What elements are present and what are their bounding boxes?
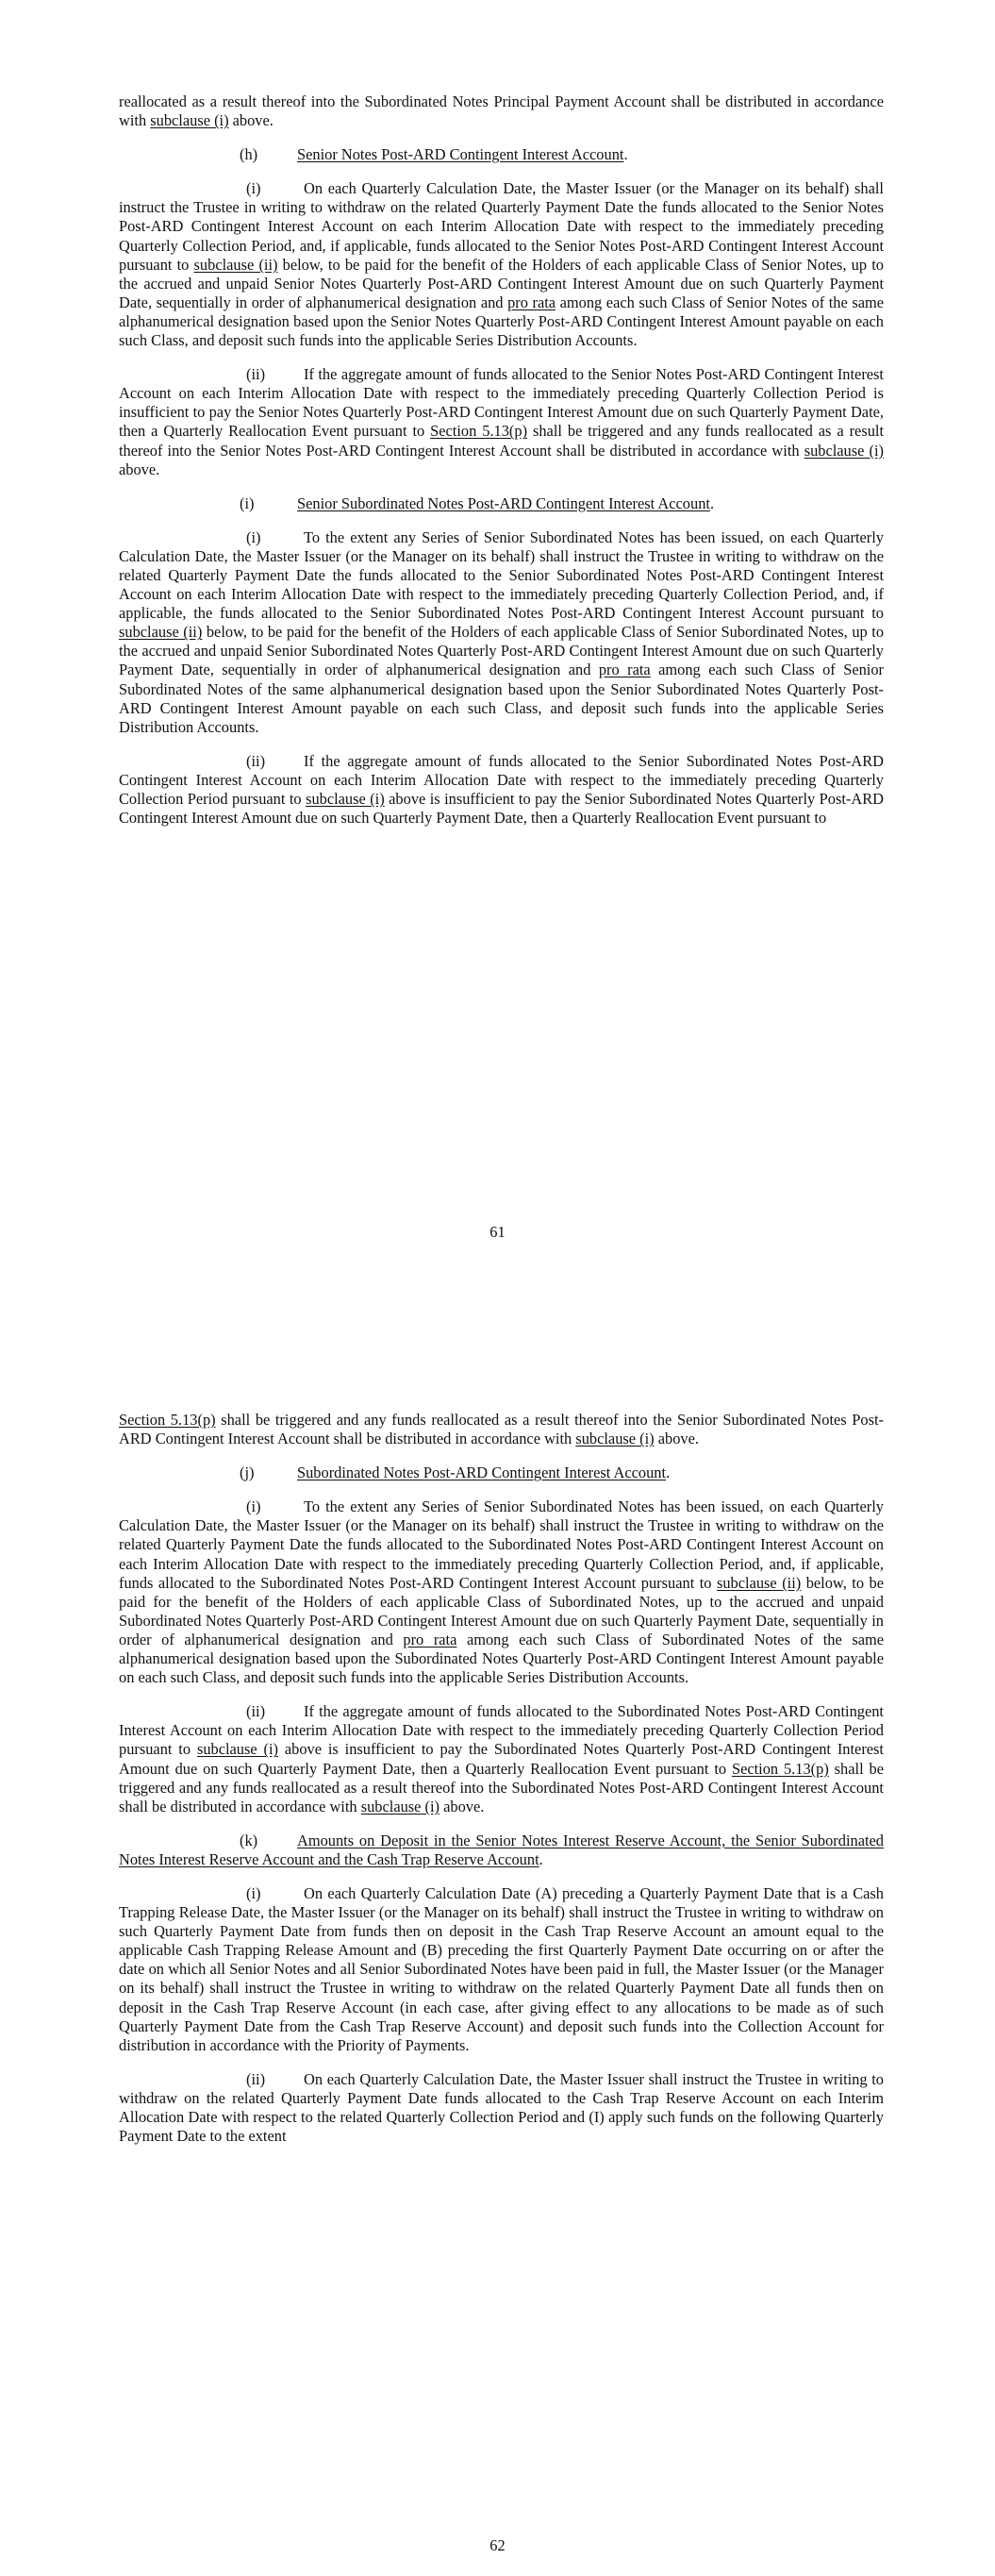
paragraph-text: On each Quarterly Calculation Date, the Master Issuer shall instruct the Trustee in writing to withdraw on the related Quarterly Payment Date funds allocated to the Cash Trap Reserve Account on each Interim Allocation Date with respect to the related Quarterly Collection Period and (I) apply such funds on the following Quarterly Payment Date to the extent xyxy=(119,2069,884,2146)
subclause-number: (ii) xyxy=(246,751,266,770)
cross-reference-link[interactable]: subclause (i) xyxy=(196,1740,278,1759)
section-title: Subordinated Notes Post-ARD Contingent Interest Account xyxy=(297,1464,667,1482)
section-heading-k: (k) Amounts on Deposit in the Senior Notes Interest Reserve Account, the Senior Subordinated Notes Interest Reserve Account and the Cash Trap Reserve Account. xyxy=(119,1831,884,1868)
subclause-number: (i) xyxy=(246,1883,261,1902)
page-number: 61 xyxy=(489,1223,506,1241)
subclause-k-ii xyxy=(119,2070,884,2146)
cross-reference-link[interactable]: Section 5.13(p) xyxy=(119,1411,216,1429)
cross-reference-link[interactable]: Section 5.13(p) xyxy=(430,422,528,441)
paragraph-text: above is insufficient to pay the Senior Subordinated Notes Quarterly Post-ARD Contingent Interest Amount due on such Quarterly Payment Date, then a Quarterly Reallocation Event pursuant to xyxy=(119,790,884,828)
section-label: (j) xyxy=(240,1464,255,1482)
cross-reference-link[interactable]: subclause (ii) xyxy=(119,623,203,642)
subclause-number: (ii) xyxy=(246,365,266,384)
paragraph-text: above. xyxy=(439,1797,485,1815)
paragraph-text: shall be triggered and any funds reallocated as a result thereof into the Senior Subordinated Notes Post-ARD Contingent Interest Account shall be distributed in accordance with xyxy=(119,1411,884,1448)
paragraph-text: above. xyxy=(119,460,160,478)
subclause-i-i xyxy=(119,528,884,737)
cross-reference-link[interactable]: subclause (i) xyxy=(150,111,229,130)
section-heading-i: (i) Senior Subordinated Notes Post-ARD Contingent Interest Account. xyxy=(240,493,715,512)
paragraph-text: To the extent any Series of Senior Subordinated Notes has been issued, on each Quarterly Calculation Date, the Master Issuer (or the Manager on its behalf) shall instruct the Trustee in writing to withdraw on the related Quarterly Payment Date the funds allocated to the Subordinated Notes Post-ARD Contingent Interest Account on each Interim Allocation Date with respect to the immediately preceding Quarterly Collection Period, and, if applicable, funds allocated to the Subordinated Notes Post-ARD Contingent Interest Account pursuant to xyxy=(119,1497,884,1592)
paragraph-text: If the aggregate amount of funds allocated to the Senior Subordinated Notes Post-ARD Contingent Interest Account on each Interim Allocation Date with respect to the immediately preceding Quarterly Collection Period pursuant to xyxy=(119,751,884,808)
subclause-number: (ii) xyxy=(246,2069,266,2088)
section-label: (i) xyxy=(240,493,255,512)
paragraph-text: below, to be paid for the benefit of the Holders of each applicable Class of Senior Subordinated Notes, up to the accrued and unpaid Senior Subordinated Notes Quarterly Post-ARD Contingent Interest Amount due on such Quarterly Payment Date, sequentially in order of alphanumerical designation and xyxy=(119,623,885,679)
cross-reference-link[interactable]: subclause (ii) xyxy=(193,255,278,274)
paragraph-text: above. xyxy=(228,111,274,130)
cross-reference-link[interactable]: subclause (i) xyxy=(306,790,385,808)
subclause-k-i xyxy=(119,1884,884,2055)
cross-reference-link[interactable]: subclause (i) xyxy=(360,1797,440,1815)
cross-reference-link[interactable]: subclause (ii) xyxy=(716,1573,802,1592)
paragraph-text: reallocated as a result thereof into the Subordinated Notes Principal Payment Account shall be distributed in accordance with xyxy=(119,92,884,130)
paragraph-text: To the extent any Series of Senior Subordinated Notes has been issued, on each Quarterly Calculation Date, the Master Issuer (or the Manager on its behalf) shall instruct the Trustee in writing to withdraw on the related Quarterly Payment Date the funds allocated to the Senior Subordinated Notes Post-ARD Contingent Interest Account on each Interim Allocation Date with respect to the immediately preceding Quarterly Collection Period, and, if applicable, the funds allocated to the Senior Subordinated Notes Post-ARD Contingent Interest Account pursuant to xyxy=(119,527,884,623)
subclause-h-ii xyxy=(119,365,884,479)
cross-reference-link[interactable]: subclause (i) xyxy=(804,441,884,460)
section-label: (k) xyxy=(240,1831,258,1849)
page-number: 62 xyxy=(489,2536,506,2554)
continuation-paragraph xyxy=(119,1411,884,1448)
section-heading-h: (h) Senior Notes Post-ARD Contingent Interest Account. xyxy=(240,145,628,164)
subclause-number: (i) xyxy=(246,527,261,546)
section-label: (h) xyxy=(240,145,258,164)
section-heading-j: (j) Subordinated Notes Post-ARD Contingent Interest Account. xyxy=(240,1464,671,1482)
subclause-number: (ii) xyxy=(246,1702,266,1721)
subclause-number: (i) xyxy=(246,179,261,198)
paragraph-text: shall be triggered and any funds reallocated as a result thereof into the Senior Notes Post-ARD Contingent Interest Account shall be distributed in accordance with xyxy=(119,422,885,460)
paragraph-text: below, to be paid for the benefit of the Holders of each applicable Class of Senior Notes, up to the accrued and unpaid Senior Notes Quarterly Post-ARD Contingent Interest Amount due on such Quarterly Payment Date, sequentially in order of alphanumerical designation and xyxy=(119,255,884,311)
subclause-number: (i) xyxy=(246,1497,261,1516)
page-61 xyxy=(119,92,884,843)
subclause-j-ii xyxy=(119,1702,884,1816)
paragraph-text: On each Quarterly Calculation Date (A) preceding a Quarterly Payment Date that is a Cash Trapping Release Date, the Master Issuer (or the Manager on its behalf) shall instruct the Trustee in writing to withdraw on such Quarterly Payment Date from funds then on deposit in the Cash Trap Reserve Account an amount equal to the applicable Cash Trapping Release Amount and (B) preceding the first Quarterly Payment Date occurring on or after the date on which all Senior Notes and all Senior Subordinated Notes have been paid in full, the Master Issuer (or the Manager on its behalf) shall instruct the Trustee in writing to withdraw on the related Quarterly Payment Date all funds then on deposit in the Cash Trap Reserve Account (in each case, after giving effect to any allocations to be made as of such Quarterly Payment Date from the Cash Trap Reserve Account) and deposit such funds into the Collection Account for distribution in accordance with the Priority of Payments. xyxy=(119,1883,884,2054)
cross-reference-link[interactable]: subclause (i) xyxy=(575,1430,655,1448)
emphasis-term: pro rata xyxy=(507,293,556,311)
paragraph-text: among each such Class of Senior Notes of the same alphanumerical designation based upon the Senior Notes Quarterly Post-ARD Contingent Interest Amount payable on each such Class, and deposit such funds into the applicable Series Distribution Accounts. xyxy=(119,293,884,350)
subclause-i-ii xyxy=(119,752,884,828)
paragraph-text: among each such Class of Subordinated Notes of the same alphanumerical designation based upon the Subordinated Notes Quarterly Post-ARD Contingent Interest Amount payable on each such Class, and deposit such funds into the applicable Series Distribution Accounts. xyxy=(119,1630,885,1687)
section-title: Senior Subordinated Notes Post-ARD Contingent Interest Account xyxy=(297,493,710,512)
paragraph-text: among each such Class of Senior Subordinated Notes of the same alphanumerical designation based upon the Senior Subordinated Notes Quarterly Post-ARD Contingent Interest Amount payable on each such Class, and deposit such funds into the applicable Series Distribution Accounts. xyxy=(119,661,885,736)
page-62 xyxy=(119,1411,884,2161)
paragraph-text: If the aggregate amount of funds allocated to the Subordinated Notes Post-ARD Contingent Interest Account on each Interim Allocation Date with respect to the immediately preceding Quarterly Collection Period pursuant to xyxy=(119,1702,884,1759)
paragraph-text: below, to be paid for the benefit of the Holders of each applicable Class of Subordinated Notes, up to the accrued and unpaid Subordinated Notes Quarterly Post-ARD Contingent Interest Amount due on such Quarterly Payment Date, sequentially in order of alphanumerical designation and xyxy=(119,1573,884,1648)
continuation-paragraph xyxy=(119,92,884,130)
paragraph-text: If the aggregate amount of funds allocated to the Senior Notes Post-ARD Contingent Interest Account on each Interim Allocation Date with respect to the immediately preceding Quarterly Collection Period is insufficient to pay the Senior Notes Quarterly Post-ARD Contingent Interest Amount due on such Quarterly Payment Date, then a Quarterly Reallocation Event pursuant to xyxy=(119,365,884,441)
paragraph-text: shall be triggered and any funds reallocated as a result thereof into the Subordinated Notes Post-ARD Contingent Interest Account shall be distributed in accordance with xyxy=(119,1759,884,1815)
section-title: Senior Notes Post-ARD Contingent Interest Account xyxy=(297,145,624,164)
cross-reference-link[interactable]: Section 5.13(p) xyxy=(731,1759,829,1778)
section-title: Amounts on Deposit in the Senior Notes Interest Reserve Account, the Senior Subordinated Notes Interest Reserve Account and the Cash Trap Reserve Account xyxy=(119,1831,884,1868)
subclause-h-i xyxy=(119,179,884,350)
paragraph-text: On each Quarterly Calculation Date, the Master Issuer (or the Manager on its behalf) shall instruct the Trustee in writing to withdraw on the related Quarterly Payment Date the funds allocated to the Senior Notes Post-ARD Contingent Interest Account on each Interim Allocation Date with respect to the immediately preceding Quarterly Collection Period, and, if applicable, funds allocated to the Senior Notes Post-ARD Contingent Interest Account pursuant to xyxy=(119,179,884,274)
paragraph-text: above. xyxy=(654,1430,699,1448)
paragraph-text: above is insufficient to pay the Subordinated Notes Quarterly Post-ARD Contingent Interest Amount due on such Quarterly Payment Date, then a Quarterly Reallocation Event pursuant to xyxy=(119,1740,884,1778)
emphasis-term: pro rata xyxy=(403,1630,457,1648)
subclause-j-i xyxy=(119,1497,884,1687)
emphasis-term: pro rata xyxy=(598,661,651,679)
